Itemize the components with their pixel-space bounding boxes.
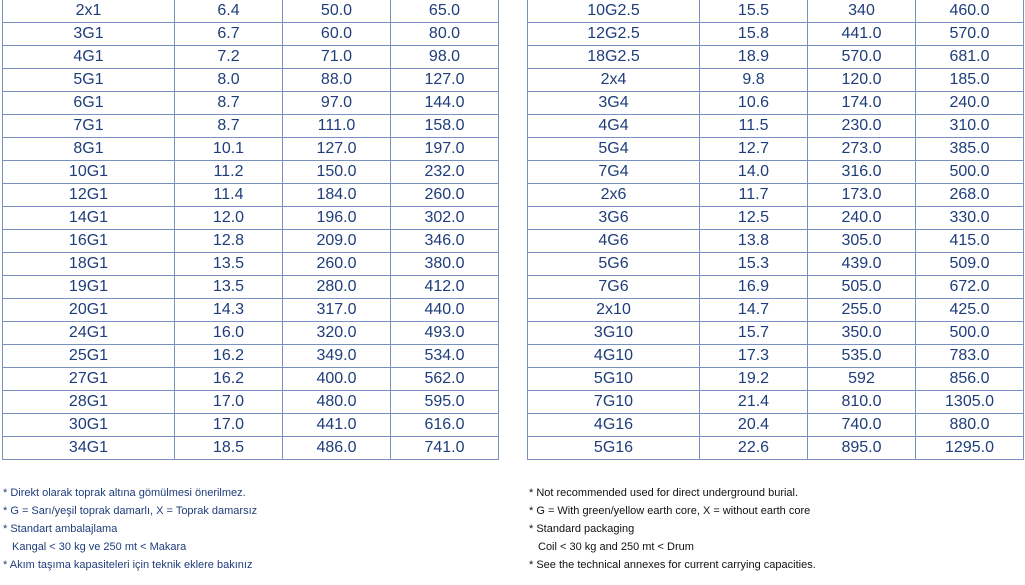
table-cell: 28G1 (3, 391, 175, 414)
cable-table-left (2, 0, 499, 460)
table-cell: 16.2 (175, 368, 283, 391)
note-en-2: * G = With green/yellow earth core, X = without earth core (529, 505, 811, 517)
table-cell: 12.5 (700, 207, 808, 230)
table-cell: 15.8 (700, 23, 808, 46)
table-cell: 18G1 (3, 253, 175, 276)
table-cell: 14G1 (3, 207, 175, 230)
table-cell: 11.4 (175, 184, 283, 207)
table-cell: 127.0 (391, 69, 499, 92)
table-cell: 7G6 (528, 276, 700, 299)
table-cell: 5G1 (3, 69, 175, 92)
table-cell: 16G1 (3, 230, 175, 253)
table-cell: 14.3 (175, 299, 283, 322)
table-cell: 570.0 (808, 46, 916, 69)
table-row (528, 115, 1024, 138)
table-cell: 316.0 (808, 161, 916, 184)
table-row (3, 322, 499, 345)
table-row (528, 276, 1024, 299)
table-cell: 500.0 (916, 161, 1024, 184)
table-cell: 880.0 (916, 414, 1024, 437)
table-cell: 232.0 (391, 161, 499, 184)
table-row (3, 138, 499, 161)
table-cell: 672.0 (916, 276, 1024, 299)
table-cell: 534.0 (391, 345, 499, 368)
table-row (528, 391, 1024, 414)
table-row (528, 345, 1024, 368)
table-cell: 88.0 (283, 69, 391, 92)
table-cell: 385.0 (916, 138, 1024, 161)
table-cell: 3G1 (3, 23, 175, 46)
table-cell: 570.0 (916, 23, 1024, 46)
table-cell: 27G1 (3, 368, 175, 391)
table-cell: 2x6 (528, 184, 700, 207)
note-en-1: * Not recommended used for direct underground burial. (529, 487, 799, 499)
table-cell: 19G1 (3, 276, 175, 299)
table-cell: 10.1 (175, 138, 283, 161)
table-cell: 17.0 (175, 391, 283, 414)
table-cell: 441.0 (283, 414, 391, 437)
note-tr-4: Kangal < 30 kg ve 250 mt < Makara (12, 541, 187, 553)
table-cell: 439.0 (808, 253, 916, 276)
table-cell: 80.0 (391, 23, 499, 46)
table-cell: 17.0 (175, 414, 283, 437)
note-en-4: Coil < 30 kg and 250 mt < Drum (538, 541, 694, 553)
table-cell: 120.0 (808, 69, 916, 92)
table-cell: 13.8 (700, 230, 808, 253)
table-cell: 595.0 (391, 391, 499, 414)
table-cell: 783.0 (916, 345, 1024, 368)
table-cell: 12.7 (700, 138, 808, 161)
table-row (528, 437, 1024, 460)
table-cell: 18G2.5 (528, 46, 700, 69)
table-cell: 4G10 (528, 345, 700, 368)
table-cell: 11.7 (700, 184, 808, 207)
table-cell: 240.0 (808, 207, 916, 230)
table-row (528, 322, 1024, 345)
table-cell: 1295.0 (916, 437, 1024, 460)
table-cell: 50.0 (283, 0, 391, 23)
table-cell: 5G4 (528, 138, 700, 161)
table-cell: 681.0 (916, 46, 1024, 69)
table-cell: 196.0 (283, 207, 391, 230)
note-tr-5: * Akım taşıma kapasiteleri için teknik eklere bakınız (3, 559, 253, 571)
table-cell: 6.4 (175, 0, 283, 23)
table-cell: 305.0 (808, 230, 916, 253)
table-cell: 4G16 (528, 414, 700, 437)
table-cell: 500.0 (916, 322, 1024, 345)
table-row (528, 414, 1024, 437)
table-cell: 425.0 (916, 299, 1024, 322)
table-row (3, 299, 499, 322)
table-cell: 330.0 (916, 207, 1024, 230)
table-cell: 71.0 (283, 46, 391, 69)
note-en-3: * Standard packaging (529, 523, 635, 535)
table-cell: 18.9 (700, 46, 808, 69)
table-cell: 10.6 (700, 92, 808, 115)
table-cell: 415.0 (916, 230, 1024, 253)
table-row (3, 115, 499, 138)
table-cell: 5G6 (528, 253, 700, 276)
table-row (3, 69, 499, 92)
table-cell: 10G2.5 (528, 0, 700, 23)
table-cell: 144.0 (391, 92, 499, 115)
table-cell: 65.0 (391, 0, 499, 23)
table-cell: 273.0 (808, 138, 916, 161)
table-row (528, 368, 1024, 391)
table-cell: 12.8 (175, 230, 283, 253)
table-cell: 350.0 (808, 322, 916, 345)
table-row (528, 207, 1024, 230)
notes-english (529, 484, 816, 574)
table-cell: 8.7 (175, 92, 283, 115)
table-cell: 317.0 (283, 299, 391, 322)
table-cell: 12G1 (3, 184, 175, 207)
table-row (3, 230, 499, 253)
table-cell: 6G1 (3, 92, 175, 115)
table-cell: 173.0 (808, 184, 916, 207)
table-row (3, 368, 499, 391)
table-cell: 493.0 (391, 322, 499, 345)
note-en-5: * See the technical annexes for current carrying capacities. (529, 559, 816, 571)
table-row (528, 230, 1024, 253)
table-row (3, 276, 499, 299)
table-cell: 34G1 (3, 437, 175, 460)
table-cell: 460.0 (916, 0, 1024, 23)
table-row (528, 184, 1024, 207)
table-cell: 592 (808, 368, 916, 391)
table-cell: 22.6 (700, 437, 808, 460)
table-cell: 6.7 (175, 23, 283, 46)
note-tr-1: * Direkt olarak toprak altına gömülmesi önerilmez. (3, 487, 246, 499)
table-cell: 97.0 (283, 92, 391, 115)
table-cell: 174.0 (808, 92, 916, 115)
table-cell: 895.0 (808, 437, 916, 460)
table-cell: 1305.0 (916, 391, 1024, 414)
table-cell: 10G1 (3, 161, 175, 184)
table-cell: 16.9 (700, 276, 808, 299)
table-cell: 268.0 (916, 184, 1024, 207)
note-tr-2: * G = Sarı/yeşil toprak damarlı, X = Toprak damarsız (3, 505, 258, 517)
table-cell: 150.0 (283, 161, 391, 184)
table-row (3, 161, 499, 184)
table-cell: 12.0 (175, 207, 283, 230)
table-row (3, 253, 499, 276)
table-cell: 9.8 (700, 69, 808, 92)
table-cell: 380.0 (391, 253, 499, 276)
table-cell: 19.2 (700, 368, 808, 391)
table-cell: 18.5 (175, 437, 283, 460)
table-row (3, 437, 499, 460)
table-cell: 255.0 (808, 299, 916, 322)
table-row (3, 184, 499, 207)
table-row (3, 46, 499, 69)
table-cell: 856.0 (916, 368, 1024, 391)
table-row (3, 207, 499, 230)
table-row (3, 414, 499, 437)
table-cell: 562.0 (391, 368, 499, 391)
table-cell: 616.0 (391, 414, 499, 437)
note-tr-3: * Standart ambalajlama (3, 523, 118, 535)
table-cell: 30G1 (3, 414, 175, 437)
table-row (528, 92, 1024, 115)
table-cell: 240.0 (916, 92, 1024, 115)
table-cell: 15.3 (700, 253, 808, 276)
table-cell: 12G2.5 (528, 23, 700, 46)
table-cell: 17.3 (700, 345, 808, 368)
table-cell: 20G1 (3, 299, 175, 322)
table-cell: 486.0 (283, 437, 391, 460)
table-row (528, 69, 1024, 92)
table-cell: 400.0 (283, 368, 391, 391)
table-cell: 20.4 (700, 414, 808, 437)
table-cell: 11.5 (700, 115, 808, 138)
table-row (528, 46, 1024, 69)
table-cell: 2x4 (528, 69, 700, 92)
table-cell: 111.0 (283, 115, 391, 138)
table-cell: 480.0 (283, 391, 391, 414)
table-cell: 280.0 (283, 276, 391, 299)
table-cell: 340 (808, 0, 916, 23)
table-cell: 5G16 (528, 437, 700, 460)
table-cell: 8G1 (3, 138, 175, 161)
table-cell: 230.0 (808, 115, 916, 138)
table-cell: 7G1 (3, 115, 175, 138)
table-cell: 7G10 (528, 391, 700, 414)
table-cell: 810.0 (808, 391, 916, 414)
table-row (528, 0, 1024, 23)
table-cell: 24G1 (3, 322, 175, 345)
table-cell: 60.0 (283, 23, 391, 46)
table-cell: 440.0 (391, 299, 499, 322)
table-cell: 13.5 (175, 276, 283, 299)
table-cell: 8.7 (175, 115, 283, 138)
table-row (528, 23, 1024, 46)
table-cell: 127.0 (283, 138, 391, 161)
table-cell: 158.0 (391, 115, 499, 138)
table-cell: 302.0 (391, 207, 499, 230)
table-cell: 260.0 (391, 184, 499, 207)
table-cell: 16.2 (175, 345, 283, 368)
table-cell: 13.5 (175, 253, 283, 276)
table-cell: 197.0 (391, 138, 499, 161)
table-row (528, 161, 1024, 184)
table-cell: 7.2 (175, 46, 283, 69)
table-cell: 15.7 (700, 322, 808, 345)
table-cell: 260.0 (283, 253, 391, 276)
table-cell: 21.4 (700, 391, 808, 414)
table-cell: 4G6 (528, 230, 700, 253)
table-row (528, 138, 1024, 161)
table-cell: 7G4 (528, 161, 700, 184)
table-cell: 4G4 (528, 115, 700, 138)
table-cell: 4G1 (3, 46, 175, 69)
table-cell: 16.0 (175, 322, 283, 345)
table-cell: 505.0 (808, 276, 916, 299)
table-cell: 346.0 (391, 230, 499, 253)
table-cell: 184.0 (283, 184, 391, 207)
table-cell: 740.0 (808, 414, 916, 437)
table-cell: 441.0 (808, 23, 916, 46)
table-cell: 741.0 (391, 437, 499, 460)
table-cell: 320.0 (283, 322, 391, 345)
table-cell: 8.0 (175, 69, 283, 92)
table-row (3, 391, 499, 414)
table-cell: 14.0 (700, 161, 808, 184)
table-row (3, 0, 499, 23)
table-cell: 15.5 (700, 0, 808, 23)
table-cell: 185.0 (916, 69, 1024, 92)
table-row (528, 253, 1024, 276)
table-cell: 412.0 (391, 276, 499, 299)
table-cell: 209.0 (283, 230, 391, 253)
table-row (3, 345, 499, 368)
table-cell: 535.0 (808, 345, 916, 368)
table-cell: 98.0 (391, 46, 499, 69)
notes-turkish (3, 484, 257, 574)
table-cell: 11.2 (175, 161, 283, 184)
table-cell: 349.0 (283, 345, 391, 368)
table-cell: 14.7 (700, 299, 808, 322)
table-cell: 5G10 (528, 368, 700, 391)
table-row (528, 299, 1024, 322)
table-cell: 2x10 (528, 299, 700, 322)
table-cell: 3G6 (528, 207, 700, 230)
table-row (3, 23, 499, 46)
cable-table-right (527, 0, 1024, 460)
table-cell: 2x1 (3, 0, 175, 23)
table-cell: 310.0 (916, 115, 1024, 138)
table-cell: 509.0 (916, 253, 1024, 276)
table-cell: 25G1 (3, 345, 175, 368)
table-cell: 3G10 (528, 322, 700, 345)
table-cell: 3G4 (528, 92, 700, 115)
table-row (3, 92, 499, 115)
